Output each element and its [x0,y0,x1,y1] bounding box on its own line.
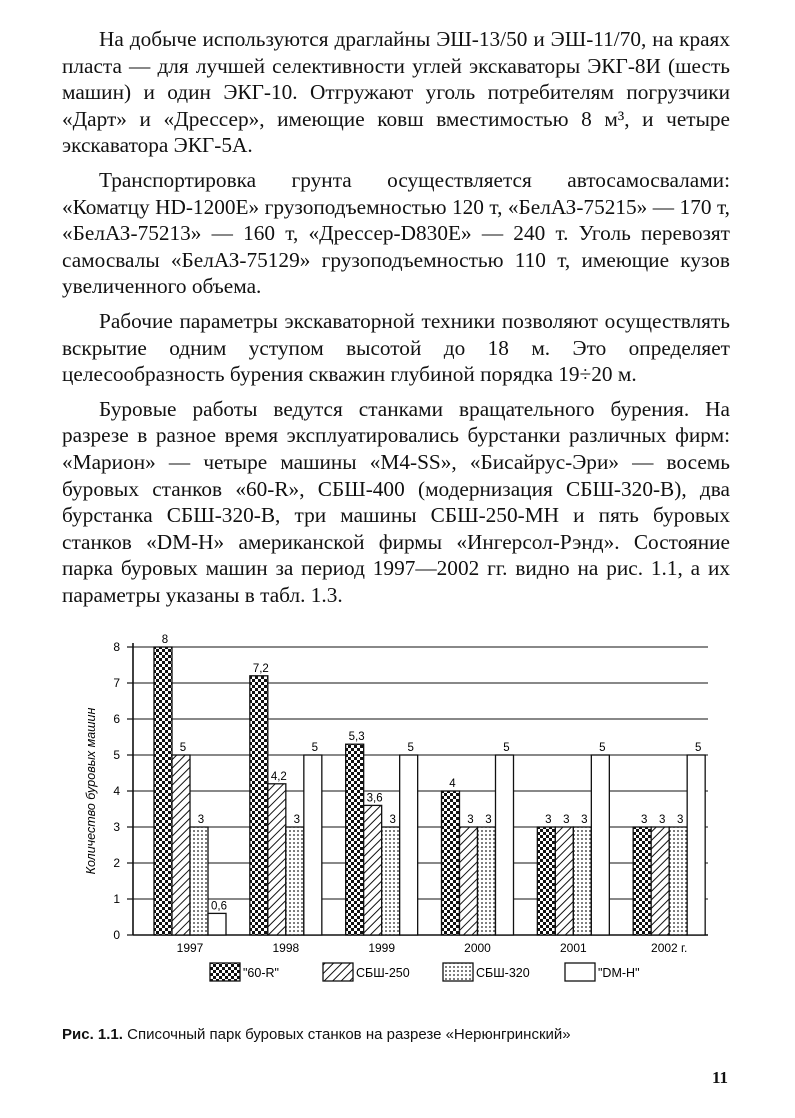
legend-swatch [443,963,473,981]
drilling-fleet-chart [60,625,720,1005]
bar-value-label: 3 [389,814,396,826]
bar-value-label: 3 [197,814,205,826]
bar-value-label: 5 [407,742,414,754]
x-tick-label: 1997 [176,941,204,955]
bar-value-label: 3,6 [366,792,383,805]
y-tick-label: 4 [113,784,120,798]
bar-value-label: 3 [467,814,474,826]
bar [478,827,496,935]
bar-value-label: 3 [581,814,588,826]
page-number: 11 [712,1068,729,1087]
x-tick-label: 2000 [464,941,491,955]
bar-value-label: 3 [676,814,684,826]
bar [400,755,418,935]
y-tick-label: 7 [113,676,120,690]
y-tick-label: 5 [113,748,120,762]
bar [304,755,322,935]
bar-value-label: 4,2 [270,770,287,783]
bar [190,827,208,935]
y-tick-label: 6 [113,712,120,726]
bar [633,827,651,935]
legend-label: СБШ-250 [356,966,410,980]
bar [172,755,190,935]
x-tick-label: 1999 [368,941,396,955]
bar [442,791,460,935]
x-tick-label: 1998 [272,941,300,955]
bar-value-label: 7,2 [252,662,269,675]
bar [460,827,478,935]
body-text [62,26,730,616]
bar-value-label: 3 [563,814,570,826]
y-tick-label: 1 [113,892,120,906]
figure-caption [62,1026,571,1043]
legend-swatch [323,963,353,981]
y-tick-label: 2 [113,856,120,870]
bar [208,913,226,935]
bar-value-label: 5 [599,742,606,754]
bar [364,805,382,935]
bar-value-label: 5,3 [348,731,365,744]
bar [382,827,400,935]
bar [268,784,286,935]
y-axis-label: Количество буровых машин [84,707,98,875]
bar [250,676,268,935]
bar-value-label: 3 [545,814,552,826]
bar [286,827,304,935]
y-tick-label: 8 [113,640,120,654]
legend-label: "DM-H" [598,966,640,980]
bar-value-label: 3 [658,814,666,826]
legend-swatch [565,963,595,981]
paragraph: Транспортировка грунта осуществляется автосамосвалами: «Коматцу HD-1200E» грузоподъемностью 120 т, «БелАЗ-75215» — 170 т, «БелАЗ-75213» — 160 т, «Дрессер-D830E» — 240 т. Уголь перевозят самосвалы «БелАЗ-75129» грузоподъемностью 110 т, имеющие кузов увеличенного объема. [62,167,730,299]
bar [346,744,364,935]
bar-value-label: 8 [161,634,169,646]
bar-value-label: 3 [293,814,301,826]
bar [496,755,514,935]
bar-value-label: 5 [179,742,187,754]
bar [573,827,591,935]
x-tick-label: 2002 г. [651,941,688,955]
bar [651,827,669,935]
bar [537,827,555,935]
bar [687,755,705,935]
y-tick-label: 3 [113,820,120,834]
paragraph: Рабочие параметры экскаваторной техники позволяют осуществлять вскрытие одним уступом высотой до 18 м. Это определяет целесообразность бурения скважин глубиной порядка 19÷20 м. [62,308,730,387]
bar-value-label: 3 [485,814,492,826]
bar [154,647,172,935]
bar-value-label: 5 [503,742,510,754]
plot-area [84,634,708,981]
paragraph: На добыче используются драглайны ЭШ-13/50 и ЭШ-11/70, на краях пласта — для лучшей селективности углей экскаваторы ЭКГ-8И (шесть машин) и один ЭКГ-10. Отгружают уголь потребителям погрузчики «Дарт» и «Дрессер», имеющие ковш вместимостью 8 м³, и четыре экскаватора ЭКГ-5А. [62,27,730,158]
bar-value-label: 4 [449,778,456,790]
bar-value-label: 5 [311,742,319,754]
bar [591,755,609,935]
bar-value-label: 3 [640,814,648,826]
paragraph: Буровые работы ведутся станками вращательного бурения. На разрезе в разное время эксплуатировались бурстанки различных фирм: «Марион» — четыре машины «M4-SS», «Бисайрус-Эри» — восемь буровых станков «60-R», СБШ-400 (модернизация СБШ-320-В), два бурстанка СБШ-320-В, три машины СБШ-250-МН и пять буровых станков «DM-H» американской фирмы «Ингерсол-Рэнд». Состояние парка буровых машин за период 1997—2002 гг. видно на рис. 1.1, а их параметры указаны в табл. 1.3. [62,396,730,607]
caption-label: Рис. 1.1. [62,1026,123,1043]
bar-value-label: 0,6 [211,900,227,913]
legend-label: "60-R" [243,966,279,980]
caption-text: Списочный парк буровых станков на разрезе «Нерюнгринский» [127,1026,571,1043]
y-tick-label: 0 [113,928,120,942]
bar [555,827,573,935]
x-tick-label: 2001 [559,941,587,955]
bar [669,827,687,935]
legend-label: СБШ-320 [476,966,530,980]
legend-swatch [210,963,240,981]
bar-value-label: 5 [694,742,702,754]
